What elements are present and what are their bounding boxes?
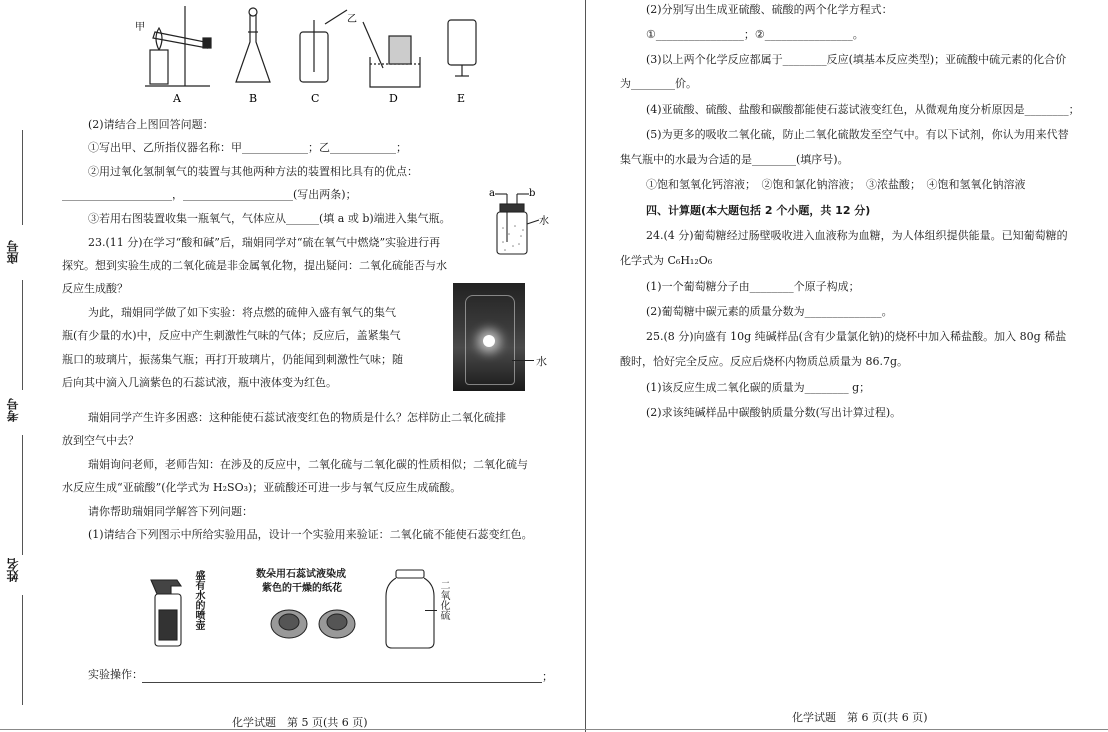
q25-2: (2)求该纯碱样品中碳酸钠质量分数(写出计算过程)。 — [646, 406, 902, 419]
q23-line-3: 反应生成酸？ — [62, 282, 128, 295]
q23-1: (1)请结合下列图示中所给实验用品，设计一个实验用来验证：二氧化硫不能使石蕊变红色。 — [88, 528, 533, 541]
q23-p2-line-1: 为此，瑞娟同学做了如下实验：将点燃的硫伸入盛有氧气的集气 — [88, 306, 396, 319]
page-divider — [585, 0, 586, 732]
q23-p2-line-3: 瓶口的玻璃片，振荡集气瓶；再打开玻璃片，仍能闻到刺激性气味；随 — [62, 353, 403, 366]
margin-rule-3 — [22, 435, 23, 555]
spray-bottle-label: 盛有水的喷壶 — [193, 570, 204, 630]
photo-water-pointer — [512, 360, 534, 361]
so2-pointer — [425, 610, 437, 611]
q23-p4-line-1: 瑞娟询问老师，老师告知：在涉及的反应中，二氧化硫与二氧化碳的性质相似；二氧化硫与 — [88, 458, 528, 471]
photo-water-label: 水 — [536, 355, 547, 368]
q23-line-1: 23.(11 分)在学习“酸和碱”后，瑞娟同学对“硫在氧气中燃烧”实验进行再 — [88, 236, 441, 249]
q23-2-blanks: ①________________；②________________。 — [646, 28, 864, 41]
q25-line-2: 酸时，恰好完全反应。反应后烧杯内物质总质量为 86.7g。 — [620, 355, 909, 368]
q23-p5: 请你帮助瑞娟同学解答下列问题： — [88, 505, 253, 518]
flower-label-line-1: 数朵用石蕊试液染成 — [256, 569, 346, 580]
q23-5-line-1: (5)为更多的吸收二氧化硫，防止二氧化硫散发至空气中。有以下试剂，你认为用来代替 — [646, 128, 1069, 141]
flower-label-line-2: 紫色的干燥的纸花 — [262, 583, 342, 594]
exam-no-label: 考号 — [6, 398, 20, 422]
apparatus-figure — [115, 2, 495, 108]
apparatus-c-label: C — [311, 92, 320, 105]
q24-2: (2)葡萄糖中碳元素的质量分数为______________。 — [646, 305, 893, 318]
q23-3-line-2: 为________价。 — [620, 77, 697, 90]
q23-4: (4)亚硫酸、硫酸、盐酸和碳酸都能使石蕊试液变红色，从微观角度分析原因是________； — [646, 103, 1080, 116]
gas-bottle-figure — [485, 184, 555, 256]
sulfur-burning-photo — [453, 283, 525, 391]
apparatus-b-label: B — [249, 92, 258, 105]
q23-5-options: ①饱和氢氧化钙溶液； ②饱和氯化钠溶液； ③浓盐酸； ④饱和氢氧化钠溶液 — [646, 178, 1026, 191]
q23-3-line-1: (3)以上两个化学反应都属于________反应(填基本反应类型)；亚硫酸中硫元素的化合价 — [646, 53, 1067, 66]
bottle-a-label: a — [489, 188, 495, 199]
apparatus-a-label: A — [173, 92, 181, 105]
so2-jar-figure — [382, 568, 442, 650]
q22-2-1: ①写出甲、乙所指仪器名称：甲____________；乙____________； — [88, 141, 407, 154]
q23-2: (2)分别写出生成亚硫酸、硫酸的两个化学方程式： — [646, 3, 893, 16]
q23-p3-line-1: 瑞娟同学产生许多困惑：这种能使石蕊试液变红色的物质是什么？怎样防止二氧化硫排 — [88, 411, 506, 424]
so2-label: 二氧化硫 — [438, 580, 449, 620]
margin-rule-2 — [22, 280, 23, 390]
q23-line-2: 探究。想到实验生成的二氧化硫是非金属氧化物，提出疑问：二氧化硫能否与水 — [62, 259, 447, 272]
paper-flowers-figure — [265, 600, 365, 644]
q23-p4-line-2: 水反应生成“亚硫酸”(化学式为 H₂SO₃)；亚硫酸还可进一步与氧气反应生成硫酸。 — [62, 481, 462, 494]
bottle-water-label: 水 — [539, 216, 549, 227]
seat-label: 座号 — [6, 240, 20, 264]
q25-1: (1)该反应生成二氧化碳的质量为________ g； — [646, 381, 871, 394]
q23-p2-line-4: 后向其中滴入几滴紫色的石蕊试液，瓶中液体变为红色。 — [62, 376, 337, 389]
operation-label: 实验操作： — [88, 668, 143, 681]
q22-2-2-blanks: ____________________，____________________(写出两条)； — [62, 188, 357, 201]
q24-1: (1)一个葡萄糖分子由________个原子构成； — [646, 280, 860, 293]
q23-p2-line-2: 瓶(有少量的水)中，反应中产生刺激性气味的气体；反应后，盖紧集气 — [62, 329, 401, 342]
name-label: 姓名 — [6, 558, 20, 582]
apparatus-d-label: D — [389, 92, 398, 105]
bottom-edge-rule — [0, 729, 1108, 730]
q24-line-1: 24.(4 分)葡萄糖经过肠壁吸收进入血液称为血糖，为人体组织提供能量。已知葡萄糖的 — [646, 229, 1068, 242]
section-4-heading: 四、计算题(本大题包括 2 个小题，共 12 分) — [646, 204, 871, 217]
yi-label: 乙 — [347, 14, 357, 25]
right-page-footer: 化学试题 第 6 页(共 6 页) — [792, 711, 928, 724]
q23-5-line-2: 集气瓶中的水最为合适的是________(填序号)。 — [620, 153, 849, 166]
q22-2-2: ②用过氧化氢制氧气的装置与其他两种方法的装置相比具有的优点： — [88, 165, 418, 178]
bottle-b-label: b — [529, 188, 536, 199]
margin-rule-1 — [22, 130, 23, 225]
q25-line-1: 25.(8 分)向盛有 10g 纯碱样品(含有少量氯化钠)的烧杯中加入稀盐酸。加入 80g 稀盐 — [646, 330, 1067, 343]
q23-p3-line-2: 放到空气中去？ — [62, 434, 139, 447]
apparatus-e-label: E — [457, 92, 466, 105]
operation-end: ； — [542, 670, 553, 683]
operation-answer-line[interactable] — [142, 682, 542, 683]
jia-label: 甲 — [135, 22, 145, 33]
q22-2-title: (2)请结合上图回答问题： — [88, 118, 214, 131]
q24-line-2: 化学式为 C₆H₁₂O₆ — [620, 254, 713, 267]
q22-2-3: ③若用右图装置收集一瓶氧气，气体应从______(填 a 或 b)端进入集气瓶。 — [88, 212, 451, 225]
left-page-footer: 化学试题 第 5 页(共 6 页) — [232, 716, 368, 729]
margin-rule-4 — [22, 595, 23, 705]
